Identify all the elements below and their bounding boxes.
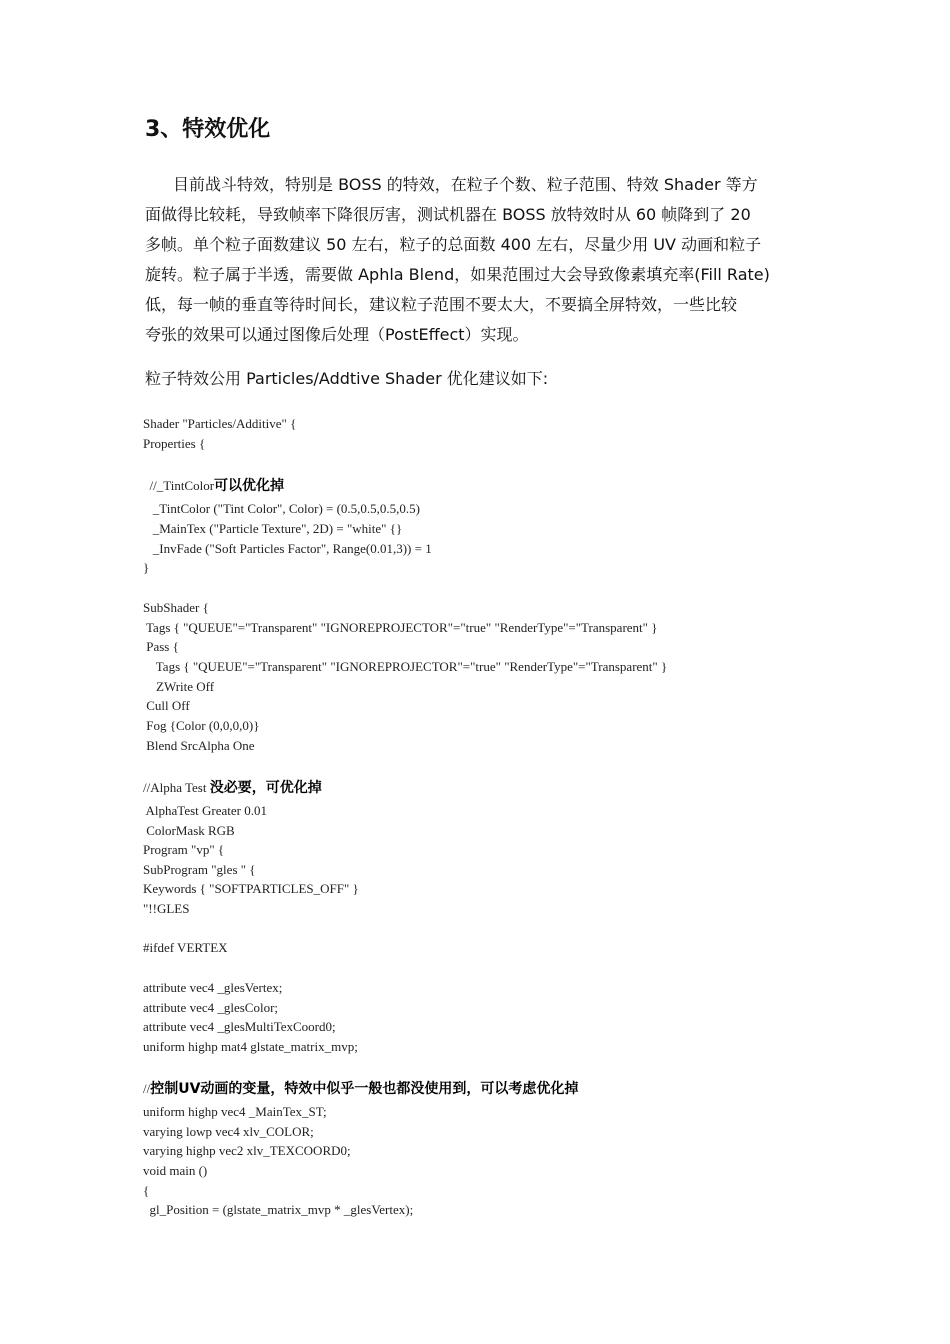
code-line: attribute vec4 _glesMultiTexCoord0; [143, 1019, 336, 1034]
code-line: } [143, 560, 150, 575]
code-line: Tags { "QUEUE"="Transparent" "IGNOREPROJECTOR"="true" "RenderType"="Transparent" } [143, 620, 658, 635]
code-line: #ifdef VERTEX [143, 940, 228, 955]
code-line: _MainTex ("Particle Texture", 2D) = "white" {} [143, 521, 403, 536]
paragraph-line: 低，每一帧的垂直等待时间长，建议粒子范围不要太大，不要搞全屏特效，一些比较 [145, 295, 738, 314]
code-line: { [143, 1183, 150, 1198]
code-line: Cull Off [143, 698, 190, 713]
code-line: ColorMask RGB [143, 823, 235, 838]
code-line: uniform highp mat4 glstate_matrix_mvp; [143, 1039, 358, 1054]
code-line: //_TintColor可以优化掉 [143, 478, 285, 494]
code-line: attribute vec4 _glesColor; [143, 1000, 279, 1015]
code-line: //Alpha Test 没必要，可优化掉 [143, 780, 322, 796]
code-line: _InvFade ("Soft Particles Factor", Range(0.01,3)) = 1 [143, 541, 432, 556]
code-line: uniform highp vec4 _MainTex_ST; [143, 1104, 327, 1119]
code-line: varying highp vec2 xlv_TEXCOORD0; [143, 1143, 351, 1158]
code-line: "!!GLES [143, 901, 190, 916]
paragraph-line: 面做得比较耗，导致帧率下降很厉害，测试机器在 BOSS 放特效时从 60 帧降到了 20 [145, 205, 751, 224]
code-line: SubShader { [143, 600, 209, 615]
code-annotation: 控制UV动画的变量，特效中似乎一般也都没使用到，可以考虑优化掉 [150, 1081, 579, 1097]
code-line: Fog {Color (0,0,0,0)} [143, 718, 260, 733]
code-line: varying lowp vec4 xlv_COLOR; [143, 1124, 314, 1139]
code-line: SubProgram "gles " { [143, 862, 256, 877]
code-line: Tags { "QUEUE"="Transparent" "IGNOREPROJECTOR"="true" "RenderType"="Transparent" } [143, 659, 668, 674]
code-line: Shader "Particles/Additive" { [143, 416, 297, 431]
body-paragraph [145, 170, 815, 350]
code-line: gl_Position = (glstate_matrix_mvp * _glesVertex); [143, 1202, 414, 1217]
paragraph-line: 旋转。粒子属于半透，需要做 Aphla Blend，如果范围过大会导致像素填充率(Fill Rate) [145, 265, 770, 284]
section-heading: 3、特效优化 [145, 117, 271, 142]
paragraph-line: 夸张的效果可以通过图像后处理（PostEffect）实现。 [145, 325, 529, 344]
code-line: ZWrite Off [143, 679, 215, 694]
code-line: //控制UV动画的变量，特效中似乎一般也都没使用到，可以考虑优化掉 [143, 1081, 579, 1097]
code-line: AlphaTest Greater 0.01 [143, 803, 267, 818]
code-line: Keywords { "SOFTPARTICLES_OFF" } [143, 881, 359, 896]
paragraph-line: 目前战斗特效，特别是 BOSS 的特效，在粒子个数、粒子范围、特效 Shader 等方 [173, 175, 758, 194]
code-line: Program "vp" { [143, 842, 225, 857]
code-annotation: 没必要，可优化掉 [209, 780, 322, 796]
paragraph-line: 多帧。单个粒子面数建议 50 左右，粒子的总面数 400 左右，尽量少用 UV 动画和粒子 [145, 235, 762, 254]
code-line: _TintColor ("Tint Color", Color) = (0.5,0.5,0.5,0.5) [143, 501, 421, 516]
code-intro: 粒子特效公用 Particles/Addtive Shader 优化建议如下: [145, 369, 549, 388]
code-line: Properties { [143, 436, 206, 451]
code-line: Blend SrcAlpha One [143, 738, 255, 753]
code-line: attribute vec4 _glesVertex; [143, 980, 283, 995]
code-annotation: 可以优化掉 [214, 478, 285, 494]
code-line: void main () [143, 1163, 208, 1178]
code-line: Pass { [143, 639, 179, 654]
